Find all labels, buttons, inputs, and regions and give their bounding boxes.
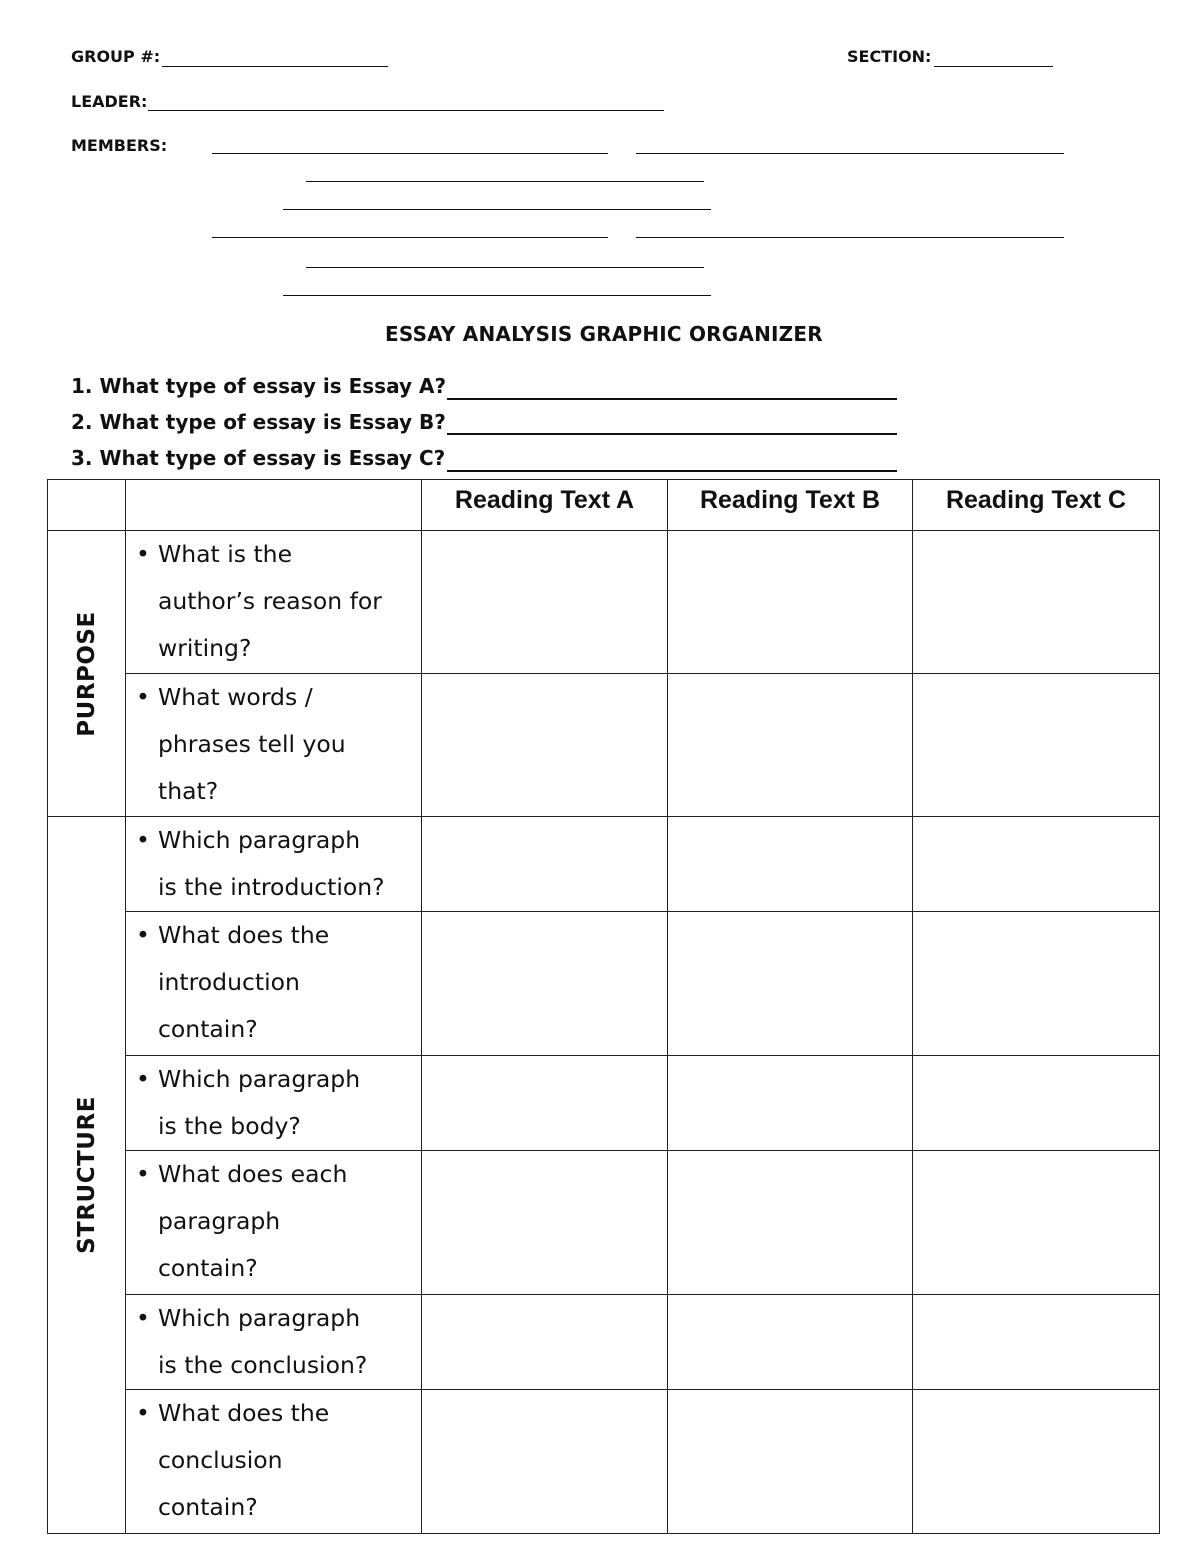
prompt-text: author’s reason for <box>158 587 382 615</box>
table-row <box>48 1056 1160 1151</box>
bullet-icon: • <box>136 921 150 949</box>
answer-cell-b[interactable] <box>668 1151 913 1295</box>
prompt-text: conclusion <box>158 1446 283 1474</box>
prompt-text: that? <box>158 777 219 805</box>
section-label-structure: STRUCTURE <box>73 1096 100 1254</box>
prompt-text: contain? <box>158 1493 258 1521</box>
answer-cell-b[interactable] <box>668 912 913 1056</box>
member-line[interactable] <box>636 138 1064 154</box>
bullet-icon: • <box>136 1304 150 1332</box>
question-essay-a: 1. What type of essay is Essay A? <box>71 374 447 398</box>
column-header-text-b: Reading Text B <box>668 480 913 531</box>
answer-cell-b[interactable] <box>668 1056 913 1151</box>
prompt-text: contain? <box>158 1254 258 1282</box>
prompt-cell <box>126 1151 422 1295</box>
page-title: ESSAY ANALYSIS GRAPHIC ORGANIZER <box>385 322 823 346</box>
prompt-text: contain? <box>158 1015 258 1043</box>
answer-cell-c[interactable] <box>913 1295 1160 1390</box>
bullet-icon: • <box>136 540 150 568</box>
prompt-text: What words / <box>158 683 313 711</box>
answer-cell-c[interactable] <box>913 1151 1160 1295</box>
prompt-cell <box>126 1056 422 1151</box>
member-line[interactable] <box>306 166 704 182</box>
group-input-line[interactable] <box>162 48 388 67</box>
prompt-text: is the introduction? <box>158 873 385 901</box>
prompt-cell <box>126 817 422 912</box>
prompt-text: What is the <box>158 540 293 568</box>
prompt-text: is the body? <box>158 1112 301 1140</box>
answer-cell-b[interactable] <box>668 817 913 912</box>
header-row <box>48 480 1160 531</box>
prompt-cell <box>126 912 422 1056</box>
prompt-text: What does the <box>158 1399 330 1427</box>
member-line[interactable] <box>283 194 711 210</box>
prompt-text: What does the <box>158 921 330 949</box>
answer-cell-a[interactable] <box>422 1295 668 1390</box>
table-row <box>48 912 1160 1056</box>
answer-line-essay-b[interactable] <box>447 416 897 435</box>
member-line[interactable] <box>306 252 704 268</box>
members-label: MEMBERS: <box>71 136 168 155</box>
prompt-text: What does each <box>158 1160 348 1188</box>
answer-cell-a[interactable] <box>422 674 668 817</box>
member-line[interactable] <box>636 222 1064 238</box>
leader-input-line[interactable] <box>148 92 664 111</box>
answer-cell-a[interactable] <box>422 1056 668 1151</box>
column-header-text-c: Reading Text C <box>913 480 1160 531</box>
table-row <box>48 1390 1160 1534</box>
answer-cell-a[interactable] <box>422 1151 668 1295</box>
prompt-text: writing? <box>158 634 252 662</box>
answer-cell-c[interactable] <box>913 531 1160 674</box>
answer-cell-b[interactable] <box>668 1390 913 1534</box>
question-essay-b: 2. What type of essay is Essay B? <box>71 410 446 434</box>
answer-cell-a[interactable] <box>422 912 668 1056</box>
answer-cell-c[interactable] <box>913 912 1160 1056</box>
answer-cell-c[interactable] <box>913 674 1160 817</box>
table-row <box>48 1295 1160 1390</box>
answer-line-essay-c[interactable] <box>447 453 897 472</box>
prompt-text: paragraph <box>158 1207 281 1235</box>
corner-cell <box>48 480 126 531</box>
answer-cell-a[interactable] <box>422 531 668 674</box>
prompt-header-cell <box>126 480 422 531</box>
bullet-icon: • <box>136 826 150 854</box>
prompt-text: phrases tell you <box>158 730 346 758</box>
answer-cell-b[interactable] <box>668 531 913 674</box>
graphic-organizer-table <box>47 479 1160 1534</box>
prompt-cell <box>126 1390 422 1534</box>
section-label: SECTION: <box>847 47 932 66</box>
leader-label: LEADER: <box>71 92 148 111</box>
section-purpose <box>48 531 126 817</box>
table-row <box>48 674 1160 817</box>
prompt-text: Which paragraph <box>158 1304 361 1332</box>
prompt-cell <box>126 531 422 674</box>
section-label-purpose: PURPOSE <box>73 610 100 737</box>
column-header-text-a: Reading Text A <box>422 480 668 531</box>
answer-cell-c[interactable] <box>913 1390 1160 1534</box>
answer-cell-c[interactable] <box>913 1056 1160 1151</box>
member-line[interactable] <box>283 280 711 296</box>
section-input-line[interactable] <box>934 48 1053 67</box>
member-line[interactable] <box>212 222 608 238</box>
answer-cell-b[interactable] <box>668 674 913 817</box>
question-essay-c: 3. What type of essay is Essay C? <box>71 446 446 470</box>
answer-cell-a[interactable] <box>422 1390 668 1534</box>
prompt-text: introduction <box>158 968 300 996</box>
member-line[interactable] <box>212 138 608 154</box>
prompt-text: Which paragraph <box>158 826 361 854</box>
prompt-cell <box>126 1295 422 1390</box>
table-row <box>48 1151 1160 1295</box>
answer-cell-a[interactable] <box>422 817 668 912</box>
group-label: GROUP #: <box>71 47 161 66</box>
bullet-icon: • <box>136 683 150 711</box>
answer-cell-b[interactable] <box>668 1295 913 1390</box>
prompt-text: is the conclusion? <box>158 1351 368 1379</box>
bullet-icon: • <box>136 1065 150 1093</box>
prompt-text: Which paragraph <box>158 1065 361 1093</box>
bullet-icon: • <box>136 1399 150 1427</box>
table-row <box>48 531 1160 674</box>
section-structure <box>48 817 126 1534</box>
answer-line-essay-a[interactable] <box>447 381 897 400</box>
bullet-icon: • <box>136 1160 150 1188</box>
prompt-cell <box>126 674 422 817</box>
table-row <box>48 817 1160 912</box>
answer-cell-c[interactable] <box>913 817 1160 912</box>
